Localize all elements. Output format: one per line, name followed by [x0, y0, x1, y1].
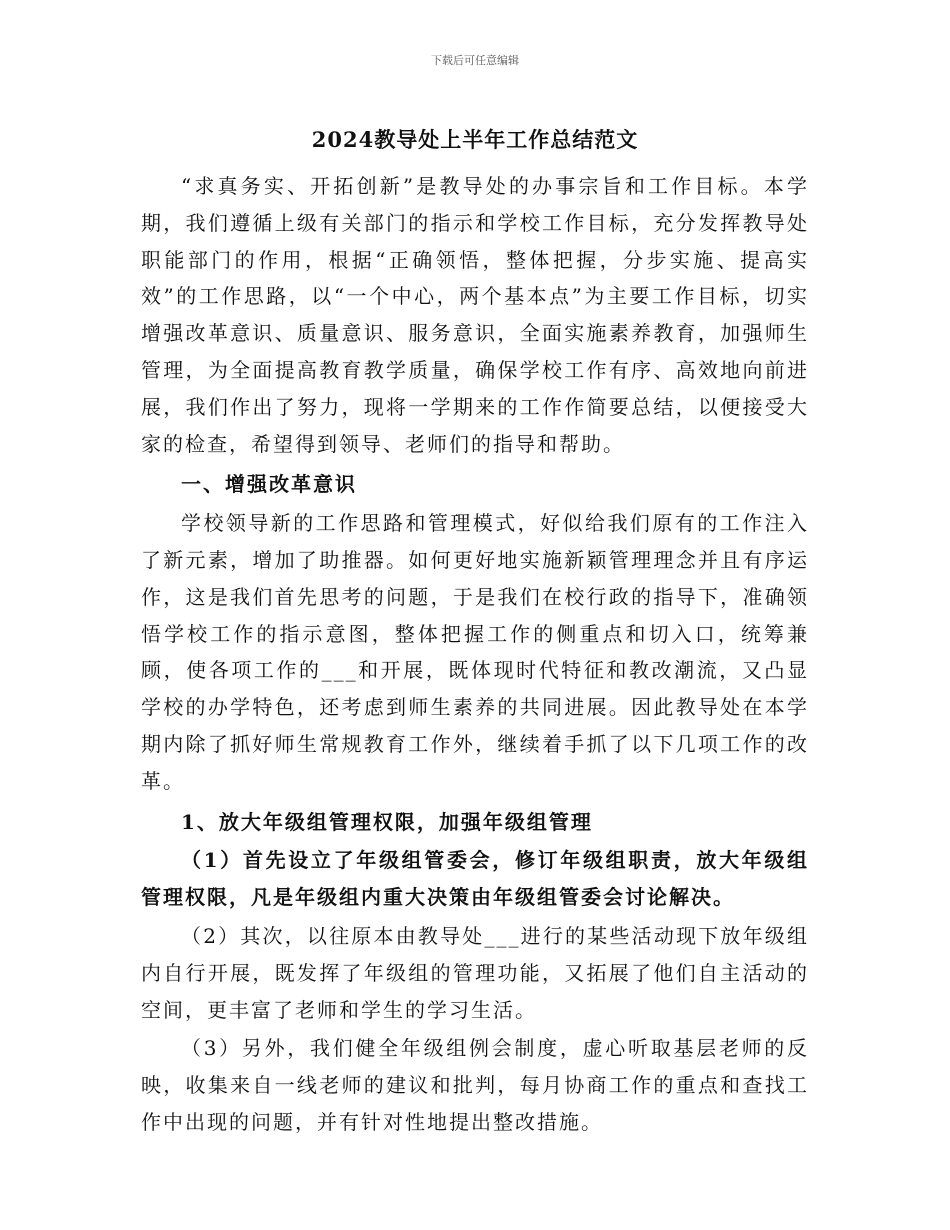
document-title: 2024教导处上半年工作总结范文 [311, 127, 639, 152]
list-item-3: （3）另外，我们健全年级组例会制度，虚心听取基层老师的反映，收集来自一线老师的建议和批判，每月协商工作的重点和查找工作中出现的问题，并有针对性地提出整改措施。 [141, 1036, 809, 1134]
document-body [141, 168, 809, 1141]
section-heading: 一、增强改革意识 [181, 472, 357, 497]
section-paragraph: 学校领导新的工作思路和管理模式，好似给我们原有的工作注入了新元素，增加了助推器。如何更好地实施新颖管理理念并且有序运作，这是我们首先思考的问题，于是我们在校行政的指导下，准确领悟学校工作的指示意图，整体把握工作的侧重点和切入口，统筹兼顾，使各项工作的___和开展，既体现时代特征和教改潮流，又凸显学校的办学特色，还考虑到师生素养的共同进展。因此教导处在本学期内除了抓好师生常规教育工作外，继续着手抓了以下几项工作的改革。 [141, 511, 809, 793]
page-header: 下载后可任意编辑 [431, 54, 519, 67]
intro-paragraph: “求真务实、开拓创新”是教导处的办事宗旨和工作目标。本学期，我们遵循上级有关部门的指示和学校工作目标，充分发挥教导处职能部门的作用，根据“正确领悟，整体把握，分步实施、提高实效”的工作思路，以“一个中心，两个基本点”为主要工作目标，切实增强改革意识、质量意识、服务意识，全面实施素养教育，加强师生管理，为全面提高教育教学质量，确保学校工作有序、高效地向前进展，我们作出了努力，现将一学期来的工作作简要总结，以便接受大家的检查，希望得到领导、老师们的指导和帮助。 [141, 174, 809, 456]
subsection-heading: 1、放大年级组管理权限，加强年级组管理 [181, 809, 593, 834]
list-item-2: （2）其次，以往原本由教导处___进行的某些活动现下放年级组内自行开展，既发挥了年级组的管理功能，又拓展了他们自主活动的空间，更丰富了老师和学生的学习生活。 [141, 923, 809, 1022]
list-item-1: （1）首先设立了年级组管委会，修订年级组职责，放大年级组管理权限，凡是年级组内重大决策由年级组管委会讨论解决。 [141, 848, 809, 910]
